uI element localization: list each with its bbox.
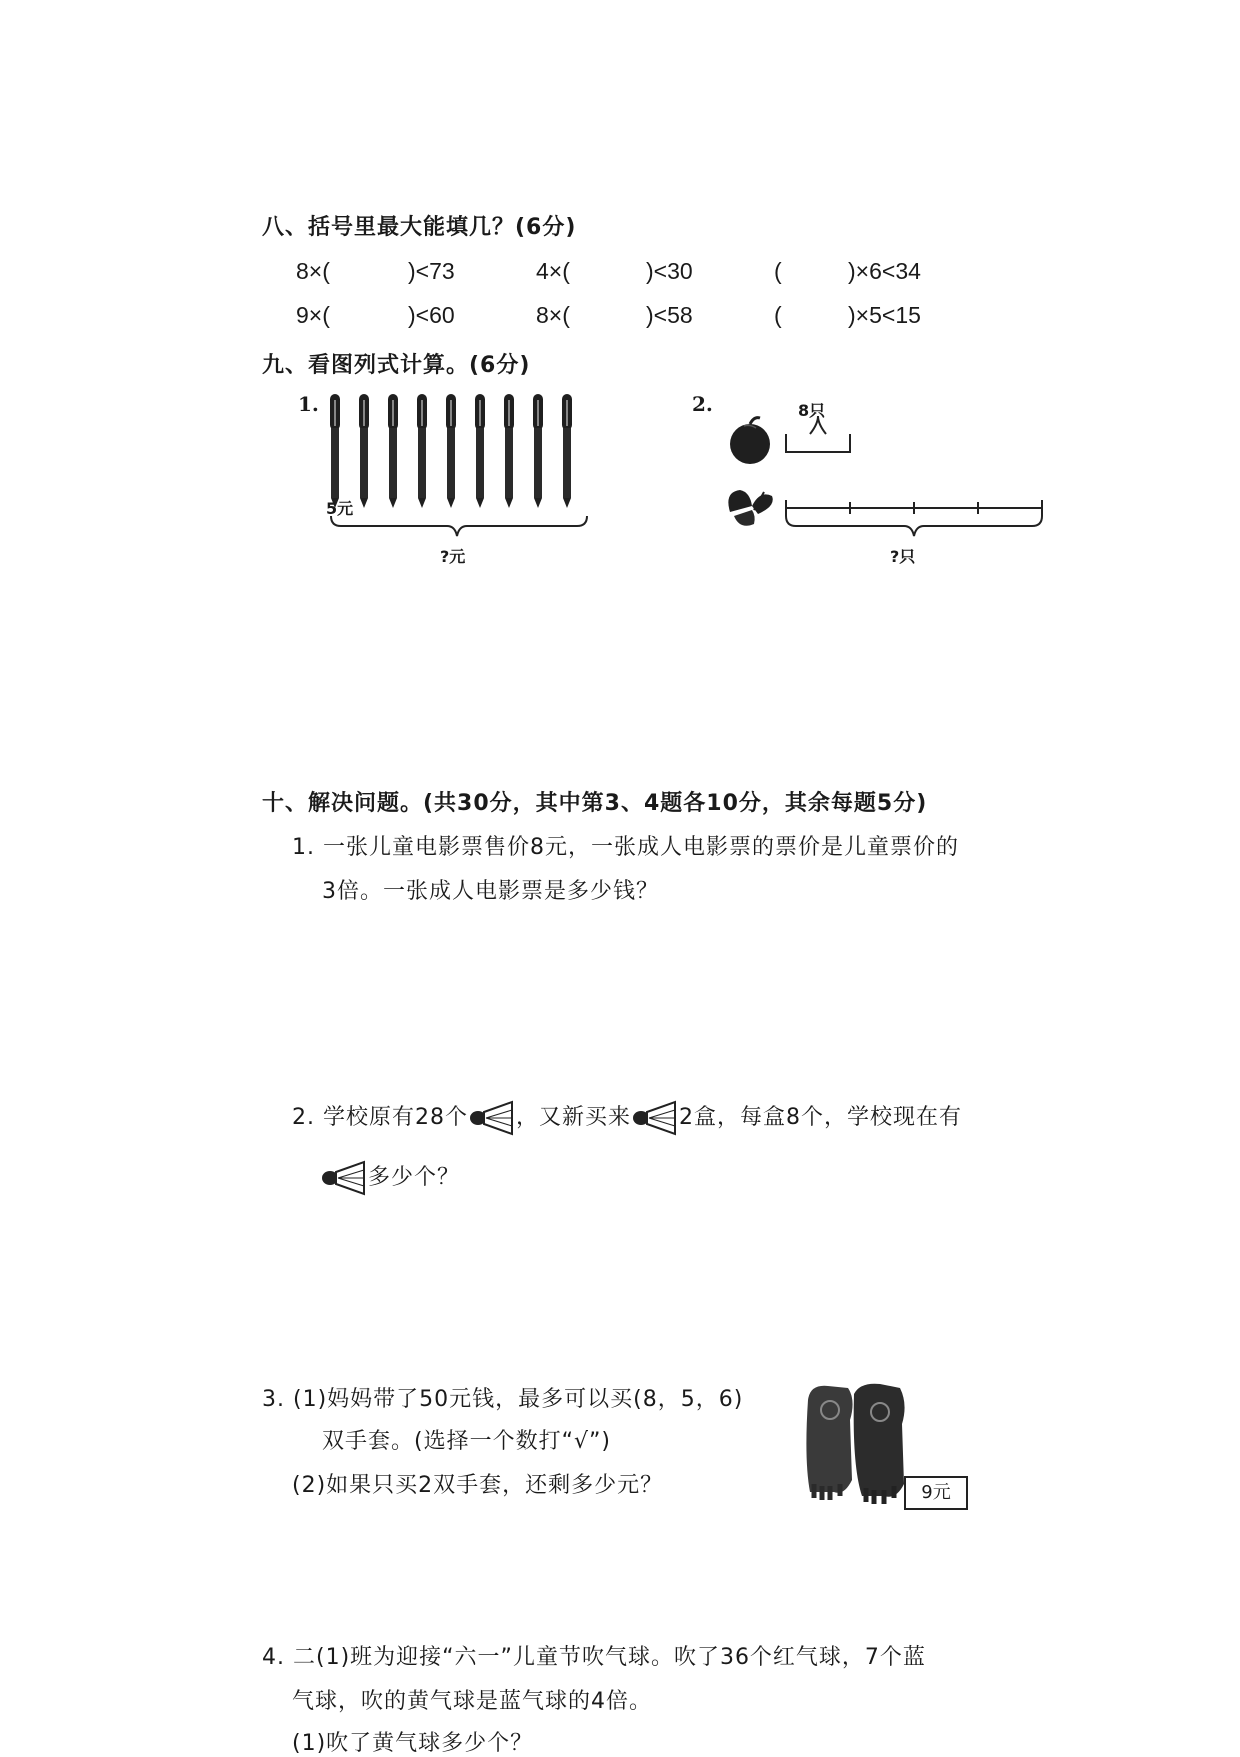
q2-text-2: ，又新买来 — [515, 1105, 631, 1130]
eq-2-right: )<30 — [646, 258, 693, 284]
q3-line2: 双手套。(选择一个数打“√”) — [322, 1429, 611, 1454]
pens-diagram — [325, 390, 595, 570]
eq-1-left: 8×( — [296, 258, 330, 284]
pen-icon — [533, 394, 543, 508]
pen-icon — [446, 394, 456, 508]
q2-text-3: 2盒，每盒8个，学校现在有 — [679, 1105, 962, 1130]
top-segment-bracket — [786, 434, 850, 452]
q4-line3: (1)吹了黄气球多少个？ — [292, 1731, 534, 1756]
q1-line1: 1. 一张儿童电影票售价8元，一张成人电影票的票价是儿童票价的 — [292, 835, 959, 860]
pens-group — [330, 394, 572, 508]
eq-2-left: 4×( — [536, 258, 570, 284]
q1-line2: 3倍。一张成人电影票是多少钱？ — [322, 879, 659, 904]
problem-1-number: 1. — [298, 392, 319, 416]
pen-icon — [359, 394, 369, 508]
pen-icon — [417, 394, 427, 508]
gloves-icon — [800, 1380, 910, 1506]
eq-4-right: )<60 — [408, 302, 455, 328]
shuttlecock-icon — [320, 1160, 368, 1196]
eq-3-left: ( — [774, 258, 782, 284]
q3-line1: 3. (1)妈妈带了50元钱，最多可以买(8，5，6) — [262, 1387, 744, 1412]
pen-total-label: ?元 — [440, 547, 466, 566]
line-diagram — [720, 412, 1060, 562]
q2-line2 — [320, 1160, 460, 1196]
pen-icon — [330, 394, 340, 508]
segment-top-label: 8只 — [798, 401, 826, 420]
section-9-heading: 九、看图列式计算。(6分) — [262, 353, 531, 378]
butterfly-icon — [728, 490, 772, 526]
q3-line3: (2)如果只买2双手套，还剩多少元？ — [292, 1473, 664, 1498]
total-brace — [331, 516, 587, 536]
problem-2-number: 2. — [692, 392, 713, 416]
eq-6-left: ( — [774, 302, 782, 328]
q2-line1 — [292, 1100, 962, 1136]
q2-text-4: 多少个？ — [368, 1165, 461, 1190]
eq-6-right: )×5<15 — [848, 302, 921, 328]
pen-icon — [562, 394, 572, 508]
pen-unit-label: 5元 — [326, 499, 354, 518]
section-10-heading: 十、解决问题。(共30分，其中第3、4题各10分，其余每题5分) — [262, 791, 928, 816]
q4-line2: 气球，吹的黄气球是蓝气球的4倍。 — [292, 1689, 652, 1714]
eq-4-left: 9×( — [296, 302, 330, 328]
line-total-label: ?只 — [890, 547, 916, 566]
q2-text-1: 2. 学校原有28个 — [292, 1105, 468, 1130]
eq-1-right: )<73 — [408, 258, 455, 284]
pen-icon — [388, 394, 398, 508]
price-tag: 9元 — [904, 1476, 968, 1510]
bottom-brace — [786, 516, 1042, 536]
shuttlecock-icon — [468, 1100, 516, 1136]
pen-icon — [504, 394, 514, 508]
fruit-icon — [730, 418, 770, 464]
eq-5-right: )<58 — [646, 302, 693, 328]
section-8-heading: 八、括号里最大能填几？(6分) — [262, 215, 577, 240]
shuttlecock-icon — [631, 1100, 679, 1136]
eq-5-left: 8×( — [536, 302, 570, 328]
q4-line1: 4. 二(1)班为迎接“六一”儿童节吹气球。吹了36个红气球，7个蓝 — [262, 1645, 926, 1670]
pen-icon — [475, 394, 485, 508]
eq-3-right: )×6<34 — [848, 258, 921, 284]
